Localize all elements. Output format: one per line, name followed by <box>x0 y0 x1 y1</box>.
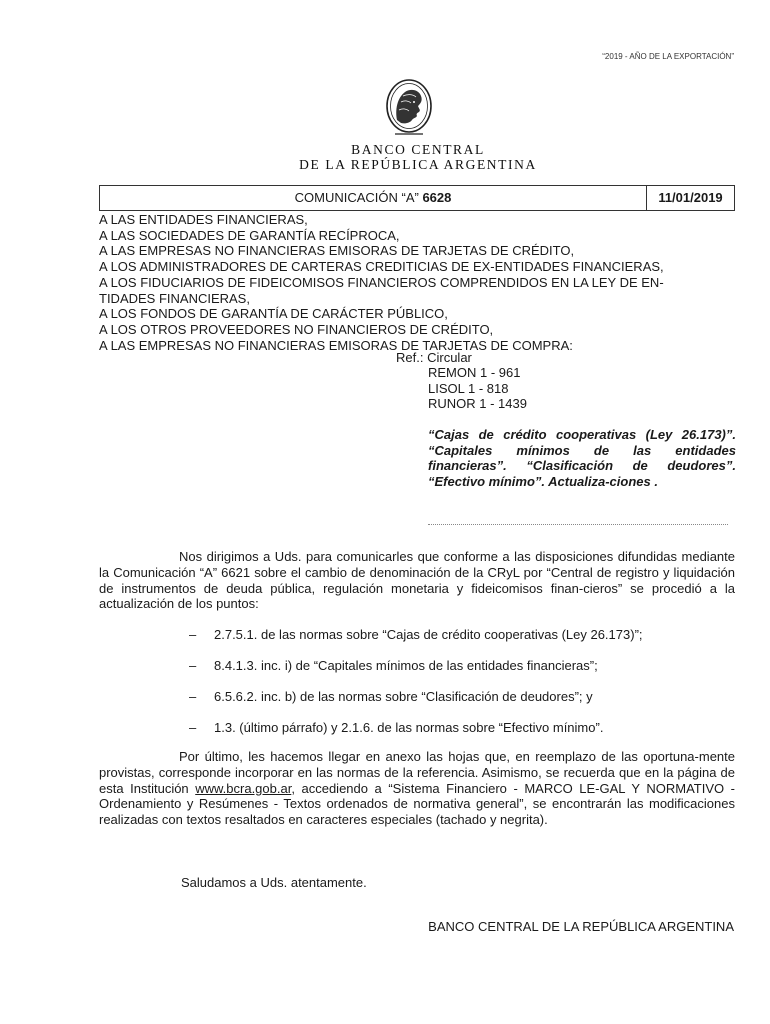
reference-line: REMON 1 - 961 <box>428 365 521 381</box>
communication-date: 11/01/2019 <box>658 190 723 205</box>
list-item-text: 2.7.5.1. de las normas sobre “Cajas de crédito cooperativas (Ley 26.173)”; <box>214 627 643 642</box>
reference-label: Ref.: <box>396 350 424 365</box>
bank-name-line2: DE LA REPÚBLICA ARGENTINA <box>299 157 537 172</box>
list-item <box>189 658 598 673</box>
paragraph-text: Por último, les hacemos llegar en anexo las hojas que, en reemplazo de las oportuna-mente provistas, corresponde incorporar en las normas de la referencia. Asimismo, se recuerda que en la página de esta Institución <box>99 749 735 796</box>
communication-number: 6628 <box>422 190 452 205</box>
reference-line: LISOL 1 - 818 <box>428 380 509 396</box>
greeting: Saludamos a Uds. atentamente. <box>181 875 367 890</box>
communication-box <box>99 185 735 211</box>
list-item-text: 1.3. (último párrafo) y 2.1.6. de las normas sobre “Efectivo mínimo”. <box>214 720 604 735</box>
recipient-line: A LOS FIDUCIARIOS DE FIDEICOMISOS FINANCIEROS COMPRENDIDOS EN LA LEY DE EN- <box>99 274 664 290</box>
paragraph-text: , accediendo a “Sistema Financiero - MARCO LE-GAL Y NORMATIVO - Ordenamiento y Resúmenes - Textos ordenados de normativa general”, se encontrarán las modificaciones realizadas con textos resaltados en caracteres especiales (tachado y negrita). <box>99 780 735 828</box>
list-item-text: 8.4.1.3. inc. i) de “Capitales mínimos de las entidades financieras”; <box>214 658 598 673</box>
bullet-marker: – <box>189 658 197 673</box>
bank-name-line1: BANCO CENTRAL <box>351 142 485 157</box>
subject: “Cajas de crédito cooperativas (Ley 26.173)”. “Capitales mínimos de las entidades financieras”. “Clasificación de deudores”. “Efectivo mínimo”. Actualiza-ciones . <box>428 427 736 489</box>
communication-prefix: COMUNICACIÓN “A” <box>294 190 419 205</box>
republic-head-emblem-icon <box>383 76 435 142</box>
recipient-line: TIDADES FINANCIERAS, <box>99 290 250 306</box>
bcra-website-link[interactable]: www.bcra.gob.ar <box>195 780 292 796</box>
recipient-line: A LAS ENTIDADES FINANCIERAS, <box>99 212 308 227</box>
recipient-line: A LOS FONDOS DE GARANTÍA DE CARÁCTER PÚBLICO, <box>99 306 448 322</box>
body-paragraph-1 <box>99 549 735 612</box>
list-item <box>189 627 643 642</box>
list-item <box>189 720 603 735</box>
bullet-marker: – <box>189 689 197 704</box>
paragraph-text: Nos dirigimos a Uds. para comunicarles que conforme a las disposiciones difundidas mediante la Comunicación “A” 6621 sobre el cambio de denominación de la CRyL por “Central de registro y liquidación de instrumentos de deuda pública, regulación monetaria y fideicomisos finan-cieros” se procedió a la actualización de los puntos: <box>99 549 735 612</box>
communication-title <box>100 186 647 210</box>
reference-line: RUNOR 1 - 1439 <box>428 396 527 412</box>
recipient-line: A LOS OTROS PROVEEDORES NO FINANCIEROS DE CRÉDITO, <box>99 321 494 337</box>
reference-line: Circular <box>427 350 472 365</box>
list-item <box>189 689 593 704</box>
subject-divider <box>428 524 728 525</box>
recipient-line: A LAS SOCIEDADES DE GARANTÍA RECÍPROCA, <box>99 227 400 243</box>
list-item-text: 6.5.6.2. inc. b) de las normas sobre “Clasificación de deudores”; y <box>214 689 593 704</box>
bullet-marker: – <box>189 627 197 642</box>
year-banner: “2019 - AÑO DE LA EXPORTACIÓN” <box>602 52 734 61</box>
signature: BANCO CENTRAL DE LA REPÚBLICA ARGENTINA <box>428 919 734 934</box>
body-paragraph-2 <box>99 749 735 828</box>
recipient-line: A LOS ADMINISTRADORES DE CARTERAS CREDITICIAS DE EX-ENTIDADES FINANCIERAS, <box>99 259 664 275</box>
bullet-marker: – <box>189 720 197 735</box>
reference-block <box>396 350 716 412</box>
recipients-list <box>99 212 739 353</box>
recipient-line: A LAS EMPRESAS NO FINANCIERAS EMISORAS DE TARJETAS DE CRÉDITO, <box>99 243 575 259</box>
recipient-line: A LAS EMPRESAS NO FINANCIERAS EMISORAS DE TARJETAS DE COMPRA: <box>99 337 573 353</box>
